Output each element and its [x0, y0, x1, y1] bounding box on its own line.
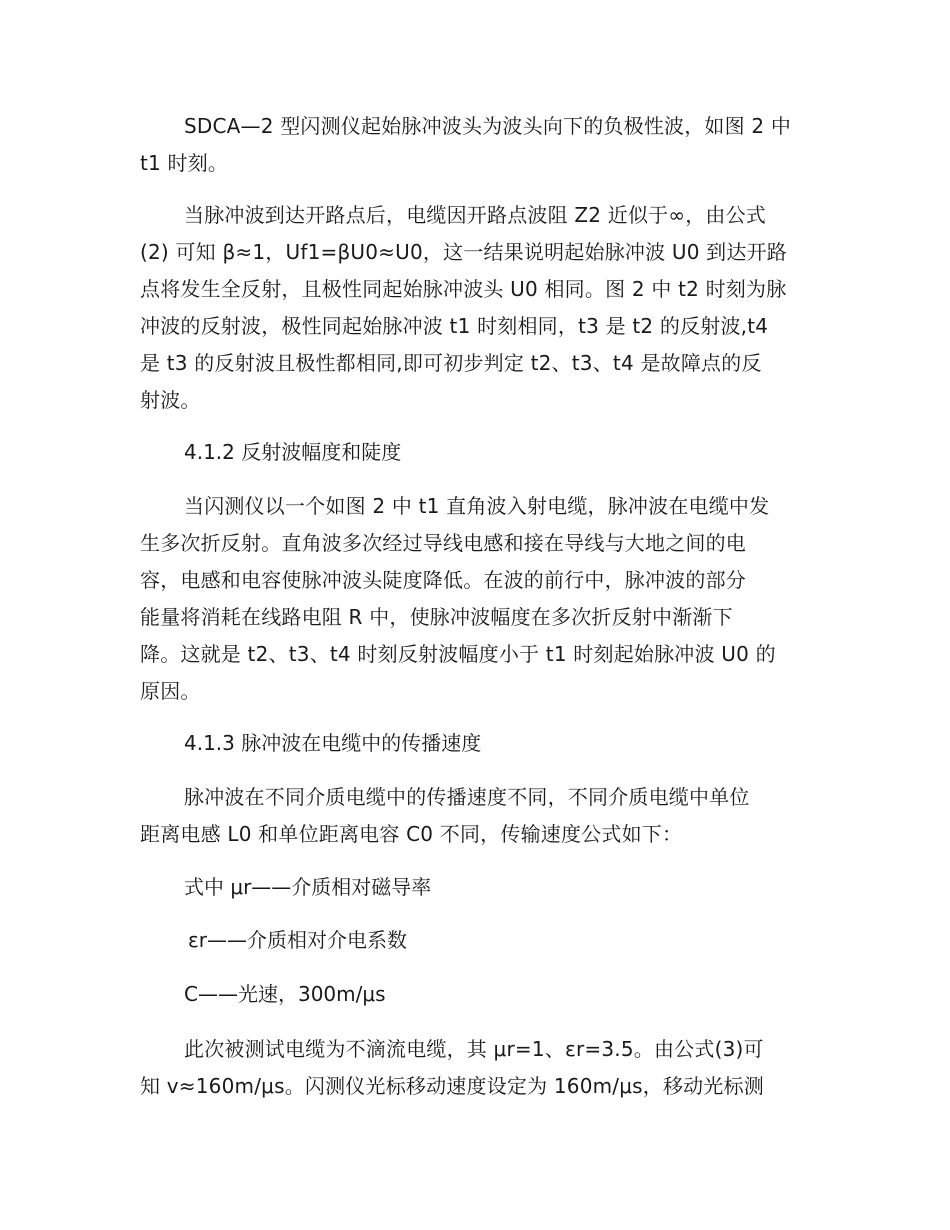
- text-line: 当脉冲波到达开路点后，电缆因开路点波阻 Z2 近似于∞，由公式: [184, 203, 767, 227]
- text-line: 知 v≈160m/μs。闪测仪光标移动速度设定为 160m/μs，移动光标测: [140, 1074, 764, 1098]
- text-line: 是 t3 的反射波且极性都相同,即可初步判定 t2、t3、t4 是故障点的反: [140, 351, 762, 375]
- definition-epsilon-r: εr——介质相对介电系数: [188, 928, 408, 952]
- text-line: 冲波的反射波，极性同起始脉冲波 t1 时刻相同，t3 是 t2 的反射波,t4: [140, 314, 769, 338]
- text-line: 原因。: [140, 679, 201, 703]
- paragraph-test-cable: [140, 1031, 810, 1105]
- paragraph-amplitude-steepness: [140, 488, 810, 710]
- text-line: 降。这就是 t2、t3、t4 时刻反射波幅度小于 t1 时刻起始脉冲波 U0 的: [140, 642, 776, 666]
- paragraph-propagation-speed: [140, 779, 810, 853]
- text-line: SDCA—2 型闪测仪起始脉冲波头为波头向下的负极性波，如图 2 中: [184, 114, 792, 138]
- section-heading-4-1-3: 4.1.3 脉冲波在电缆中的传播速度: [184, 731, 482, 755]
- text-line: (2) 可知 β≈1，Uf1=βU0≈U0，这一结果说明起始脉冲波 U0 到达开路: [140, 240, 787, 264]
- text-line: 生多次折反射。直角波多次经过导线电感和接在导线与大地之间的电: [140, 531, 746, 555]
- paragraph-open-circuit-reflection: [140, 197, 810, 419]
- definition-light-speed: C——光速，300m/μs: [184, 982, 386, 1006]
- text-line: t1 时刻。: [140, 151, 229, 175]
- text-line: 脉冲波在不同介质电缆中的传播速度不同，不同介质电缆中单位: [184, 785, 750, 809]
- text-line: 射波。: [140, 388, 201, 412]
- text-line: 能量将消耗在线路电阻 R 中，使脉冲波幅度在多次折反射中渐渐下: [140, 605, 733, 629]
- text-line: 点将发生全反射，且极性同起始脉冲波头 U0 相同。图 2 中 t2 时刻为脉: [140, 277, 787, 301]
- section-heading-4-1-2: 4.1.2 反射波幅度和陡度: [184, 440, 402, 464]
- definition-mu-r: 式中 μr——介质相对磁导率: [184, 875, 432, 899]
- paragraph-waveform-polarity: [140, 108, 810, 182]
- text-line: 距离电感 L0 和单位距离电容 C0 不同，传输速度公式如下：: [140, 822, 683, 846]
- text-line: 容，电感和电容使脉冲波头陡度降低。在波的前行中，脉冲波的部分: [140, 568, 746, 592]
- text-line: 此次被测试电缆为不滴流电缆，其 μr=1、εr=3.5。由公式(3)可: [184, 1037, 764, 1061]
- text-line: 当闪测仪以一个如图 2 中 t1 直角波入射电缆，脉冲波在电缆中发: [184, 494, 770, 518]
